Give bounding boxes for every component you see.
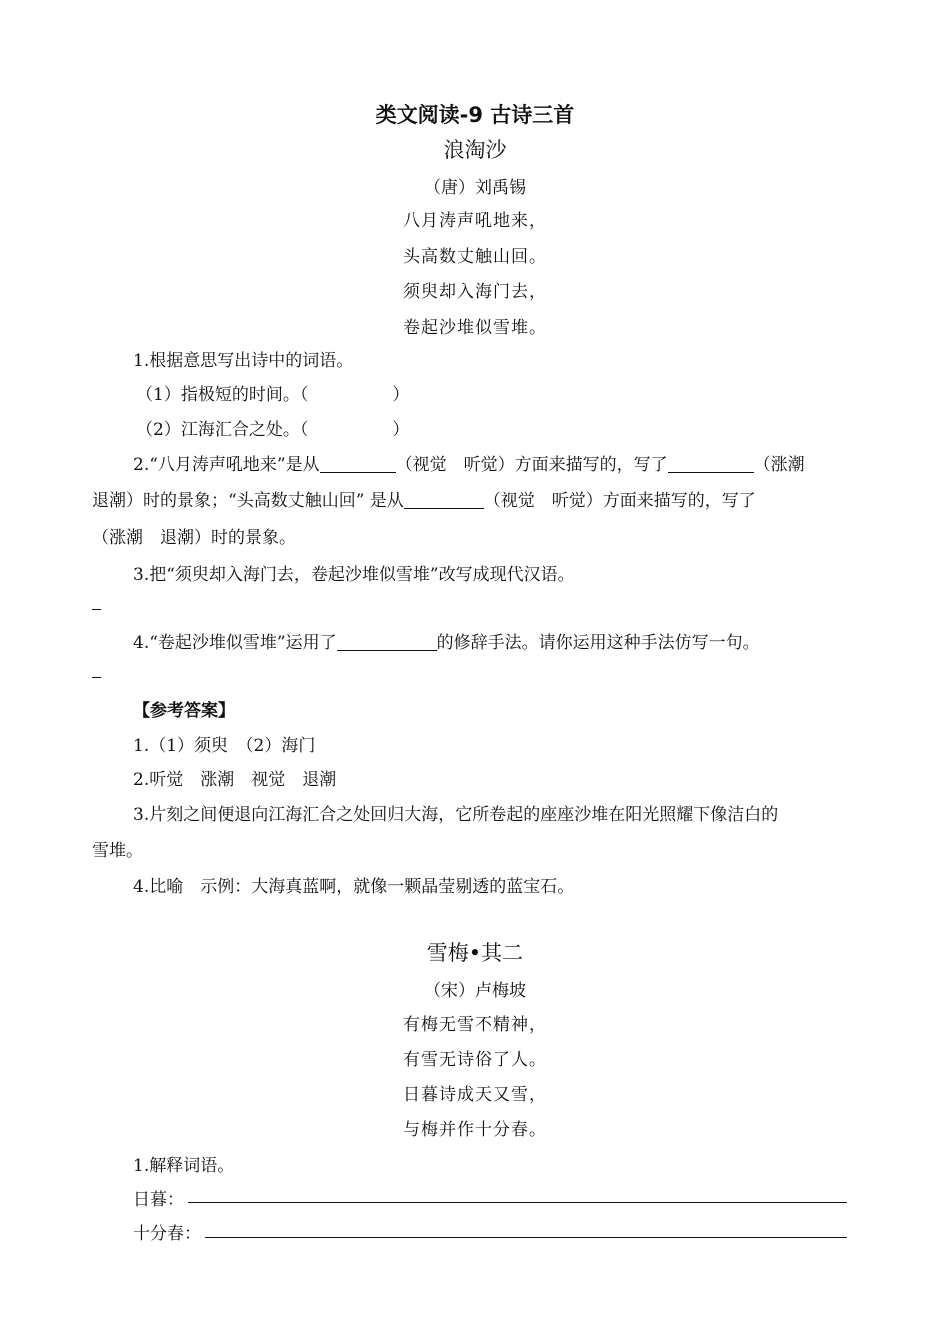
answer-line[interactable]: [92, 677, 101, 678]
term-1-answer-line[interactable]: [188, 1202, 847, 1203]
poem1-title: 浪淘沙: [443, 138, 507, 162]
answer-1: 1.（1）须臾 （2）海门: [133, 736, 316, 756]
poem2-question-1-stem: 1.解释词语。: [133, 1156, 235, 1176]
fill-blank[interactable]: [404, 490, 484, 509]
poem2-title: 雪梅•其二: [426, 941, 524, 965]
main-title: 类文阅读-9 古诗三首: [375, 103, 575, 127]
poem1-line-4: 卷起沙堆似雪堆。: [403, 318, 547, 338]
poem1-line-2: 头高数丈触山回。: [403, 247, 547, 267]
answer-heading-text: 【参考答案】: [133, 701, 235, 721]
poem2-line-2: 有雪无诗俗了人。: [403, 1050, 547, 1070]
question-1-sub-2: [136, 415, 409, 440]
question-2-part-1: 2.“八月涛声吼地来”是从: [133, 455, 320, 475]
term-1-label: 日暮：: [133, 1190, 184, 1210]
answer-4: 4.比喻 示例：大海真蓝啊，就像一颗晶莹剔透的蓝宝石。: [133, 877, 575, 897]
question-2-line-2: [92, 486, 756, 511]
fill-blank[interactable]: [668, 454, 754, 473]
poem1-line-3: 须臾却入海门去，: [403, 282, 547, 302]
answer-3-line-1: 3.片刻之间便退向江海汇合之处回归大海，它所卷起的座座沙堆在阳光照耀下像洁白的: [133, 805, 779, 825]
answer-3-line-2: 雪堆。: [92, 841, 143, 861]
close-paren: ）: [392, 385, 410, 405]
question-2-line-3: （涨潮 退潮）时的景象。: [92, 528, 296, 548]
poem1-line-1: 八月涛声吼地来，: [403, 211, 547, 231]
question-2-part-4: 退潮）时的景象；“头高数丈触山回” 是从: [92, 491, 404, 511]
term-2-label: 十分春：: [133, 1224, 201, 1244]
question-1-sub-2-text: （2）江海汇合之处。（: [136, 420, 309, 440]
answer-2: 2.听觉 涨潮 视觉 退潮: [133, 770, 337, 790]
term-2-answer-line[interactable]: [205, 1237, 847, 1238]
question-1-stem: 1.根据意思写出诗中的词语。: [133, 351, 354, 371]
question-2-part-5: （视觉 听觉）方面来描写的，写了: [483, 491, 756, 511]
poem2-line-3: 日暮诗成天又雪，: [403, 1085, 547, 1105]
question-1-sub-1: [136, 380, 409, 405]
question-2-line-1: [133, 450, 805, 475]
close-paren: ）: [392, 420, 410, 440]
poem2-author: （宋）卢梅坡: [424, 981, 526, 1001]
answer-line[interactable]: [92, 609, 101, 610]
fill-blank[interactable]: [320, 454, 396, 473]
question-4-part-2: 的修辞手法。请你运用这种手法仿写一句。: [436, 633, 760, 653]
poem2-line-1: 有梅无雪不精神，: [403, 1015, 547, 1035]
poem2-line-4: 与梅并作十分春。: [403, 1120, 547, 1140]
question-1-sub-1-text: （1）指极短的时间。（: [136, 385, 309, 405]
question-4-line: [133, 628, 760, 653]
question-3-stem: 3.把“须臾却入海门去，卷起沙堆似雪堆”改写成现代汉语。: [133, 565, 575, 585]
question-4-part-1: 4.“卷起沙堆似雪堆”运用了: [133, 633, 337, 653]
fill-blank[interactable]: [337, 632, 437, 651]
question-2-part-3: （涨潮: [753, 455, 805, 475]
poem1-author: （唐）刘禹锡: [424, 178, 526, 198]
answer-heading: [133, 696, 235, 721]
question-2-part-2: （视觉 听觉）方面来描写的，写了: [395, 455, 668, 475]
